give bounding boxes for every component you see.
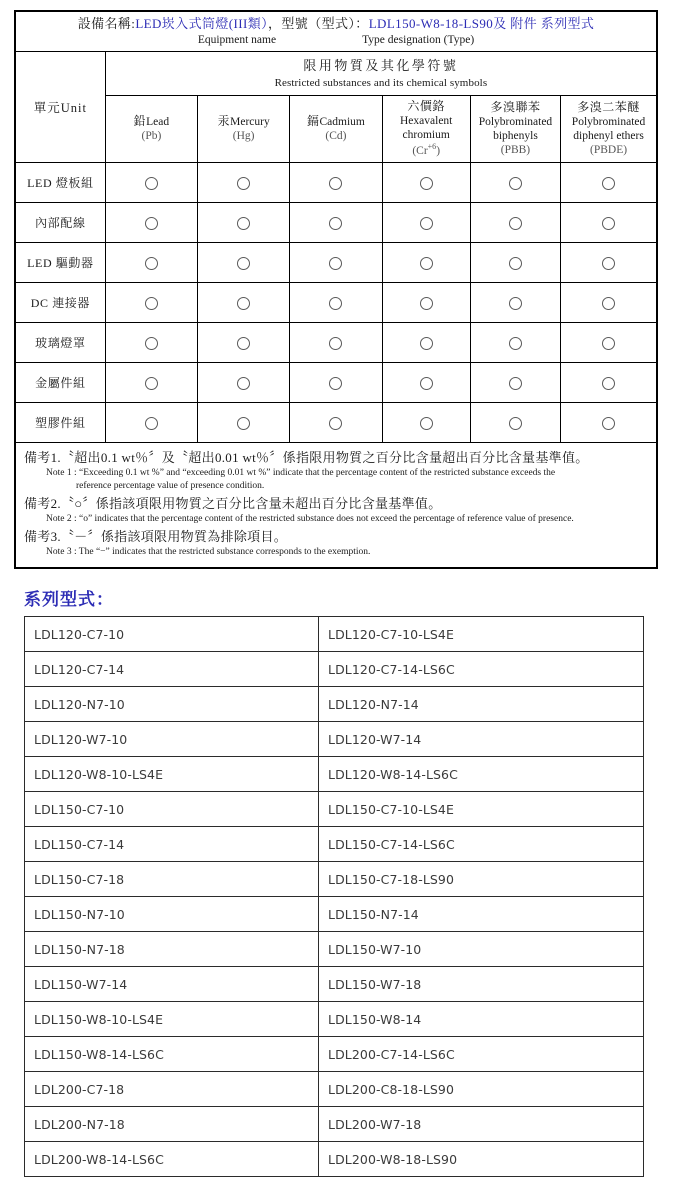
unit-label: LED 驅動器	[15, 242, 105, 282]
series-model-left: LDL120-C7-10	[25, 617, 319, 652]
substance-cjk-pbb: 多溴聯苯	[490, 99, 541, 114]
mark-cell-pbb	[470, 162, 560, 202]
substance-column-lead	[105, 96, 197, 163]
substance-column-pbde	[561, 96, 657, 163]
circle-icon	[329, 257, 342, 270]
note-2-en: Note 2 : “o” indicates that the percentage content of the restricted substance does not exceed the percentage of reference value of presence.	[46, 514, 574, 525]
note-3	[24, 527, 648, 559]
equipment-suffix-cn: 及 附件 系列型式	[493, 16, 595, 31]
mark-cell-mercury	[198, 402, 290, 442]
series-model-right: LDL150-W7-10	[319, 932, 644, 967]
mark-cell-mercury	[198, 162, 290, 202]
substance-en-pbde-1: Polybrominated	[571, 115, 646, 128]
series-model-right: LDL120-N7-14	[319, 687, 644, 722]
equipment-type-cn: LDL150-W8-18-LS90	[368, 16, 494, 31]
substance-en-chromium-1: Hexavalent	[400, 114, 453, 127]
note-3-cn: 備考3.〝－〞係指該項限用物質為排除項目。	[24, 528, 288, 544]
circle-icon	[602, 337, 615, 350]
mark-cell-pbde	[561, 402, 657, 442]
substance-en-pbb-1: Polybrominated	[478, 115, 553, 128]
substance-cjk-lead: 鉛	[133, 113, 147, 128]
note-2-cn: 備考2.〝○〞係指該項限用物質之百分比含量未超出百分比含量基準值。	[24, 495, 442, 511]
note-2	[24, 494, 648, 526]
restricted-substances-header-cell	[105, 51, 657, 95]
circle-icon	[145, 217, 158, 230]
circle-icon	[237, 177, 250, 190]
series-model-right: LDL120-W7-14	[319, 722, 644, 757]
mark-cell-cadmium	[290, 362, 382, 402]
mark-cell-mercury	[198, 362, 290, 402]
equipment-header-row	[15, 11, 657, 51]
unit-label: 內部配線	[15, 202, 105, 242]
circle-icon	[509, 257, 522, 270]
circle-icon	[509, 217, 522, 230]
table-row	[15, 282, 657, 322]
restricted-substances-header-row	[15, 51, 657, 95]
circle-icon	[237, 377, 250, 390]
series-model-right: LDL150-W8-14	[319, 1002, 644, 1037]
circle-icon	[145, 297, 158, 310]
series-model-left: LDL150-W8-14-LS6C	[25, 1037, 319, 1072]
series-model-left: LDL120-W8-10-LS4E	[25, 757, 319, 792]
substance-en-chromium-2: chromium	[402, 128, 450, 141]
substance-subheader-row	[15, 96, 657, 163]
mark-cell-pbde	[561, 282, 657, 322]
mark-cell-chromium	[382, 362, 470, 402]
mark-cell-chromium	[382, 202, 470, 242]
series-model-right: LDL200-W8-18-LS90	[319, 1142, 644, 1177]
series-model-right: LDL120-W8-14-LS6C	[319, 757, 644, 792]
mark-cell-chromium	[382, 282, 470, 322]
substance-en-cadmium: Cadmium	[319, 115, 365, 128]
circle-icon	[420, 337, 433, 350]
series-model-left: LDL200-W8-14-LS6C	[25, 1142, 319, 1177]
list-item	[25, 722, 644, 757]
type-designation-en: Type designation (Type)	[362, 34, 475, 47]
circle-icon	[420, 297, 433, 310]
list-item	[25, 1072, 644, 1107]
circle-icon	[237, 297, 250, 310]
list-item	[25, 617, 644, 652]
circle-icon	[329, 297, 342, 310]
equipment-label-cn: 設備名稱:	[77, 16, 136, 31]
series-model-right: LDL200-C7-14-LS6C	[319, 1037, 644, 1072]
list-item	[25, 757, 644, 792]
unit-label: 金屬件組	[15, 362, 105, 402]
circle-icon	[602, 417, 615, 430]
restricted-substances-title-cn: 限用物質及其化學符號	[303, 57, 459, 73]
unit-label: 玻璃燈罩	[15, 322, 105, 362]
series-model-right: LDL150-N7-14	[319, 897, 644, 932]
list-item	[25, 862, 644, 897]
substance-en-lead: Lead	[146, 115, 170, 128]
circle-icon	[420, 177, 433, 190]
substance-symbol-cadmium: (Cd)	[325, 129, 347, 142]
table-row	[15, 402, 657, 442]
list-item	[25, 1107, 644, 1142]
mark-cell-pbb	[470, 242, 560, 282]
circle-icon	[509, 297, 522, 310]
circle-icon	[329, 177, 342, 190]
circle-icon	[420, 377, 433, 390]
mark-cell-chromium	[382, 402, 470, 442]
list-item	[25, 897, 644, 932]
mark-cell-chromium	[382, 242, 470, 282]
notes-row	[15, 442, 657, 568]
equipment-separator-cn: ，型號（型式）：	[268, 16, 369, 31]
substance-symbol-chromium: $(Cr^{+6})$	[412, 141, 441, 157]
series-model-left: LDL120-C7-14	[25, 652, 319, 687]
equipment-name-line-en	[16, 33, 656, 47]
substance-symbol-pbb: (PBB)	[500, 143, 531, 156]
circle-icon	[145, 377, 158, 390]
circle-icon	[602, 377, 615, 390]
note-1-en-cont: reference percentage value of presence condition.	[76, 480, 265, 491]
circle-icon	[329, 217, 342, 230]
circle-icon	[145, 177, 158, 190]
substance-column-pbb	[470, 96, 560, 163]
mark-cell-cadmium	[290, 162, 382, 202]
mark-cell-mercury	[198, 322, 290, 362]
circle-icon	[420, 257, 433, 270]
circle-icon	[420, 217, 433, 230]
series-model-right: LDL200-W7-18	[319, 1107, 644, 1142]
circle-icon	[509, 337, 522, 350]
substance-en-pbb-2: biphenyls	[493, 129, 538, 142]
substance-cjk-cadmium: 鎘	[306, 113, 320, 128]
table-row	[15, 242, 657, 282]
table-row	[15, 322, 657, 362]
circle-icon	[509, 377, 522, 390]
mark-cell-pbde	[561, 242, 657, 282]
series-model-left: LDL150-C7-18	[25, 862, 319, 897]
note-1-en: Note 1 : “Exceeding 0.1 wt %” and “exceeding 0.01 wt %” indicate that the percentage content of the restricted substance exceeds the	[46, 468, 556, 479]
mark-cell-pbde	[561, 162, 657, 202]
list-item	[25, 1142, 644, 1177]
series-model-right: LDL150-W7-18	[319, 967, 644, 1002]
series-model-left: LDL150-C7-10	[25, 792, 319, 827]
series-model-right: LDL150-C7-18-LS90	[319, 862, 644, 897]
substance-symbol-pbde: (PBDE)	[590, 143, 628, 156]
list-item	[25, 932, 644, 967]
substance-column-cadmium	[290, 96, 382, 163]
substance-cjk-chromium: 六價鉻	[407, 99, 445, 114]
series-model-left: LDL120-W7-10	[25, 722, 319, 757]
mark-cell-pbb	[470, 282, 560, 322]
table-row	[15, 362, 657, 402]
substance-symbol-mercury: (Hg)	[232, 129, 255, 142]
series-model-left: LDL200-N7-18	[25, 1107, 319, 1142]
series-model-left: LDL150-W8-10-LS4E	[25, 1002, 319, 1037]
circle-icon	[237, 257, 250, 270]
mark-cell-mercury	[198, 242, 290, 282]
table-row	[15, 162, 657, 202]
mark-cell-chromium	[382, 322, 470, 362]
unit-label: 塑膠件組	[15, 402, 105, 442]
series-model-right: LDL120-C7-10-LS4E	[319, 617, 644, 652]
equipment-name-cn: LED崁入式筒燈(III類）	[135, 16, 268, 31]
circle-icon	[602, 257, 615, 270]
circle-icon	[145, 257, 158, 270]
equipment-name-line	[16, 16, 656, 32]
circle-icon	[329, 417, 342, 430]
circle-icon	[602, 217, 615, 230]
circle-icon	[602, 297, 615, 310]
substance-en-pbde-2: diphenyl ethers	[573, 129, 644, 142]
list-item	[25, 1037, 644, 1072]
substance-cjk-mercury: 汞	[217, 113, 231, 128]
circle-icon	[509, 417, 522, 430]
substance-cjk-pbde: 多溴二苯醚	[577, 99, 640, 114]
mark-cell-lead	[105, 322, 197, 362]
series-model-left: LDL150-C7-14	[25, 827, 319, 862]
series-model-right: LDL200-C8-18-LS90	[319, 1072, 644, 1107]
series-model-left: LDL120-N7-10	[25, 687, 319, 722]
restricted-substances-title-en: Restricted substances and its chemical symbols	[274, 77, 488, 90]
mark-cell-pbde	[561, 362, 657, 402]
circle-icon	[420, 417, 433, 430]
mark-cell-lead	[105, 202, 197, 242]
series-type-heading: 系列型式：	[24, 590, 114, 611]
mark-cell-cadmium	[290, 202, 382, 242]
note-3-en: Note 3 : The “−” indicates that the restricted substance corresponds to the exemption.	[46, 547, 371, 558]
series-model-left: LDL200-C7-18	[25, 1072, 319, 1107]
equipment-label-en: Equipment name	[197, 34, 277, 47]
rohs-declaration-table	[14, 10, 658, 569]
series-model-right: LDL150-C7-10-LS4E	[319, 792, 644, 827]
mark-cell-lead	[105, 162, 197, 202]
list-item	[25, 827, 644, 862]
circle-icon	[602, 177, 615, 190]
mark-cell-lead	[105, 282, 197, 322]
mark-cell-pbb	[470, 202, 560, 242]
circle-icon	[237, 217, 250, 230]
mark-cell-mercury	[198, 282, 290, 322]
series-model-left: LDL150-N7-18	[25, 932, 319, 967]
mark-cell-cadmium	[290, 242, 382, 282]
unit-label: LED 燈板組	[15, 162, 105, 202]
series-model-left: LDL150-N7-10	[25, 897, 319, 932]
substance-column-chromium	[382, 96, 470, 163]
unit-header-cell: 單元Unit	[15, 51, 105, 162]
circle-icon	[237, 417, 250, 430]
substance-symbol-lead: (Pb)	[141, 129, 162, 142]
series-model-right: LDL120-C7-14-LS6C	[319, 652, 644, 687]
substance-en-mercury: Mercury	[230, 115, 270, 128]
mark-cell-lead	[105, 402, 197, 442]
note-1-cn: 備考1.〝超出0.1 wt％〞及〝超出0.01 wt％〞係指限用物質之百分比含量超出百分比含量基準值。	[24, 449, 589, 465]
list-item	[25, 652, 644, 687]
list-item	[25, 1002, 644, 1037]
list-item	[25, 687, 644, 722]
list-item	[25, 967, 644, 1002]
mark-cell-pbde	[561, 202, 657, 242]
circle-icon	[145, 337, 158, 350]
circle-icon	[329, 337, 342, 350]
mark-cell-pbb	[470, 362, 560, 402]
unit-label: DC 連接器	[15, 282, 105, 322]
mark-cell-pbde	[561, 322, 657, 362]
circle-icon	[329, 377, 342, 390]
table-row	[15, 202, 657, 242]
mark-cell-pbb	[470, 322, 560, 362]
series-type-table	[24, 616, 644, 1177]
mark-cell-lead	[105, 362, 197, 402]
mark-cell-cadmium	[290, 322, 382, 362]
mark-cell-mercury	[198, 202, 290, 242]
circle-icon	[237, 337, 250, 350]
circle-icon	[509, 177, 522, 190]
equipment-header-cell	[15, 11, 657, 51]
circle-icon	[145, 417, 158, 430]
mark-cell-cadmium	[290, 402, 382, 442]
notes-cell	[15, 442, 657, 568]
substance-column-mercury	[198, 96, 290, 163]
note-1	[24, 448, 648, 493]
mark-cell-chromium	[382, 162, 470, 202]
mark-cell-cadmium	[290, 282, 382, 322]
series-model-left: LDL150-W7-14	[25, 967, 319, 1002]
list-item	[25, 792, 644, 827]
mark-cell-pbb	[470, 402, 560, 442]
mark-cell-lead	[105, 242, 197, 282]
series-model-right: LDL150-C7-14-LS6C	[319, 827, 644, 862]
